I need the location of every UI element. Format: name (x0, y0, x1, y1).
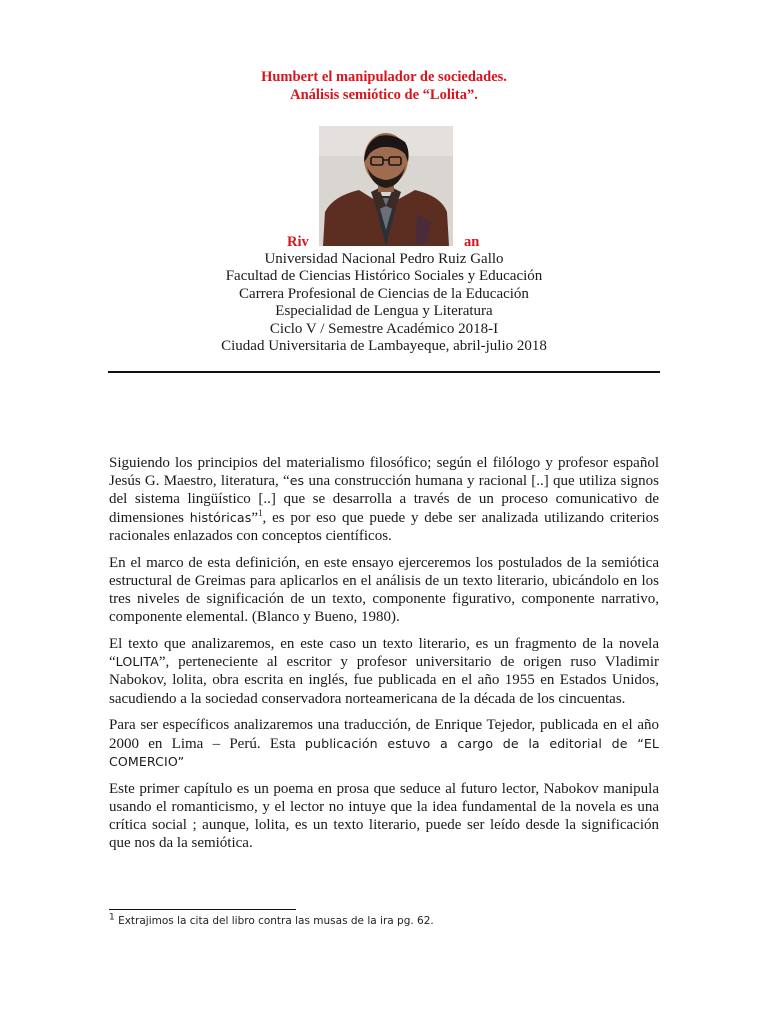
affiliation-block (0, 251, 768, 355)
affiliation-university: Universidad Nacional Pedro Ruiz Gallo (264, 251, 504, 267)
paragraph-1-quote-word-2: históricas (189, 509, 252, 525)
paragraph-3 (109, 635, 659, 708)
document-title: Humbert el manipulador de sociedades. (261, 69, 507, 85)
paragraph-1 (109, 454, 659, 545)
footnote (109, 912, 434, 927)
affiliation-place-date: Ciudad Universitaria de Lambayeque, abril-julio 2018 (221, 338, 547, 355)
paragraph-1-text: Siguiendo los principios del materialismo filosófico; según el filólogo y profesor español Jesús G. Maestro, literatura, “ (109, 455, 659, 490)
affiliation-faculty: Facultad de Ciencias Histórico Sociales y Educación (225, 268, 543, 285)
paragraph-1-text-end: , es por eso que puede y debe ser analizada utilizando criterios racionales enlazados con conceptos científicos. (109, 509, 659, 544)
paragraph-2: En el marco de esta definición, en este ensayo ejerceremos los postulados de la semiótica estructural de Greimas para aplicarlos en el análisis de un texto literario, ubicándolo en los tres niveles de significación de un texto, componente figurativo, componente narrativo, componente elemental. (Blanco y Bueno, 1980). (109, 554, 659, 626)
paragraph-4 (109, 716, 659, 771)
paragraph-1-quote-word: es (289, 473, 305, 489)
footnote-divider (109, 909, 296, 910)
paragraph-3-text-end: ”, perteneciente al escritor y profesor universitario de origen ruso Vladimir Nabokov, lolita, obra escrita en inglés, fue publicada en el año 1955 en Estados Unidos, sacudiendo a la sociedad conservadora norteamericana de la década de los cincuentas. (109, 654, 659, 707)
document-subtitle: Análisis semiótico de “Lolita”. (290, 87, 478, 103)
author-name-start: Riv (287, 234, 309, 250)
footnote-number: 1 (109, 912, 115, 923)
paragraph-1-text-cont: una construcción humana y racional [..] que utiliza signos del sistema lingüístico [..] que se desarrolla a través de un proceso comunicativo de dimensiones (109, 473, 659, 526)
paragraph-4-text: Para ser específicos analizaremos una traducción, de Enrique Tejedor, publicada en el año 2000 en Lima – Perú. Esta (109, 717, 659, 752)
body-text (109, 454, 659, 861)
author-photo (319, 126, 453, 246)
affiliation-specialty: Especialidad de Lengua y Literatura (275, 303, 493, 320)
paragraph-1-close-quote: ” (251, 509, 259, 526)
author-name-end: an (464, 234, 480, 250)
footnote-text: Extrajimos la cita del libro contra las musas de la ira pg. 62. (114, 915, 434, 927)
paragraph-5: Este primer capítulo es un poema en prosa que seduce al futuro lector, Nabokov manipula usando el romanticismo, y el lector no intuye que la idea fundamental de la novela es una crítica social ; aunque, lolita, es un texto literario, puede ser leído desde la significación que nos da la semiótica. (109, 780, 659, 852)
paragraph-4-text-end: publicación estuvo a cargo de la editorial de “EL COMERCIO” (109, 735, 659, 769)
header-divider (108, 371, 660, 373)
affiliation-cycle: Ciclo V / Semestre Académico 2018-I (269, 320, 499, 337)
paragraph-3-novel-title: LOLITA (115, 654, 159, 670)
paragraph-3-text: El texto que analizaremos, en este caso un texto literario, es un fragmento de la novela “ (109, 636, 659, 671)
footnote-ref[interactable]: 1 (258, 507, 263, 518)
author-portrait-image (319, 126, 453, 246)
affiliation-program: Carrera Profesional de Ciencias de la Educación (239, 285, 529, 302)
